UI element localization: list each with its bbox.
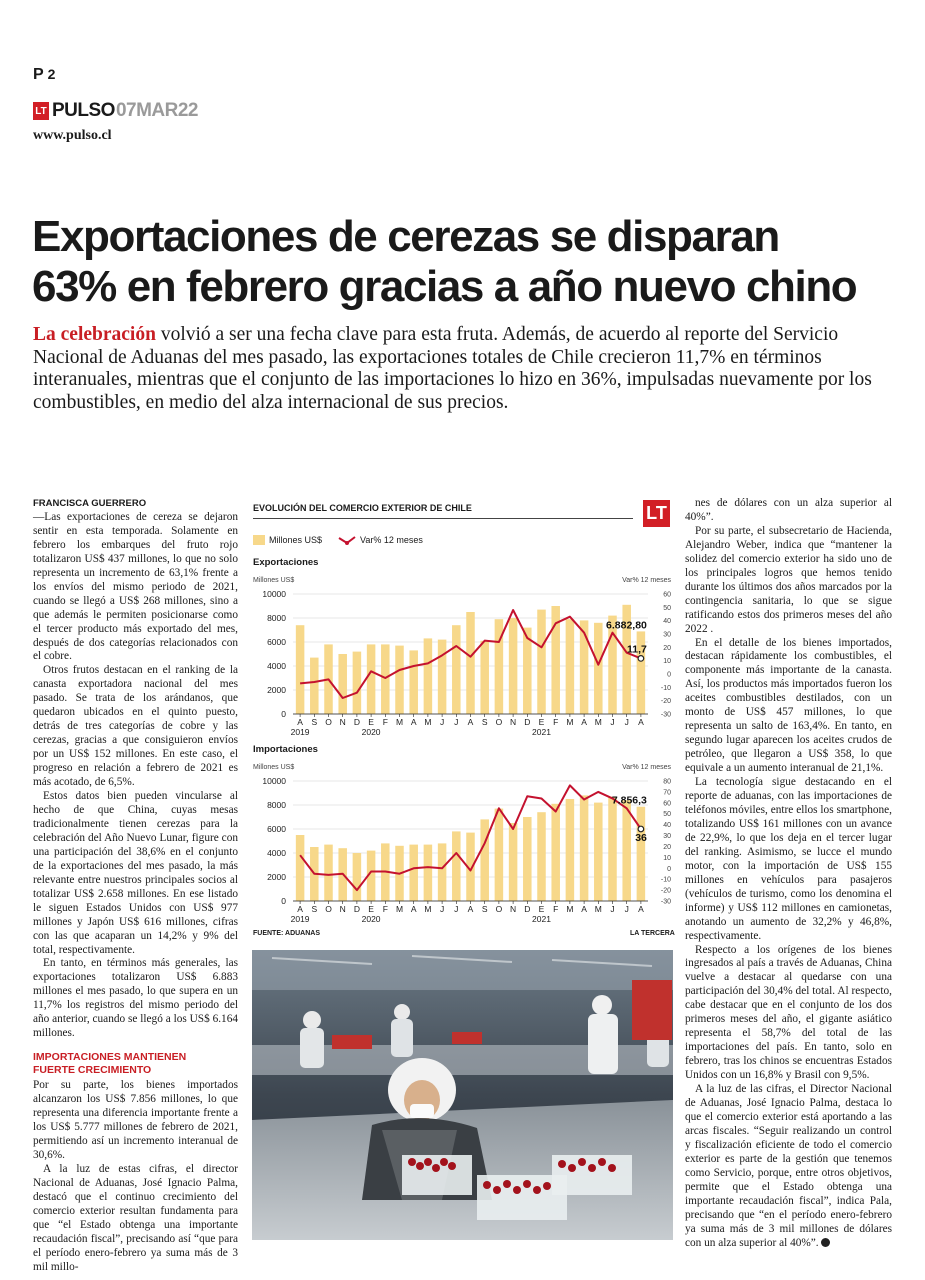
lt-logo: LT (33, 102, 49, 120)
year-label: 2019 (290, 727, 310, 737)
left-tick-label: 2000 (267, 872, 286, 882)
deck-lead: La celebración (33, 324, 156, 345)
page-number (33, 66, 55, 84)
right-tick-label: 60 (663, 800, 671, 808)
right-tick-label: 20 (663, 843, 671, 851)
paragraph: La tecnología sigue destacando en el reporte de aduanas, con las importaciones de teléfonos móviles, entre ellos los smartphone, totalizando US$ 161 millones con un avance de 22,9%, lo que los deja en el tercer lugar del ranking. Asimismo, se lucce el mundo motor, con la importación de US$ 155 millones en vehículos para pasajeros (vehículos de turismo, como los denomina el informe) y US$ 112 millones en camionetas, anotando un aumento de 32,2% y 46,8%, respectivamente. (685, 776, 892, 942)
x-tick-label: A (297, 904, 303, 914)
x-tick-label: M (424, 904, 432, 914)
headline-line-1: Exportaciones de cerezas se disparan (32, 212, 779, 261)
right-axis-title: Var% 12 meses (622, 764, 671, 771)
page-number-prefix: P (33, 66, 44, 83)
chart-title-rule (253, 518, 633, 519)
bar (324, 845, 333, 901)
x-tick-label: J (610, 904, 615, 914)
x-tick-label: N (510, 904, 517, 914)
left-tick-label: 8000 (267, 613, 286, 623)
masthead (33, 99, 198, 123)
x-tick-label: F (553, 904, 559, 914)
right-tick-label: 40 (663, 822, 671, 830)
right-tick-label: 80 (663, 778, 671, 786)
bar (495, 809, 504, 901)
x-tick-label: F (553, 717, 559, 727)
right-tick-label: 40 (663, 618, 671, 626)
paragraph: En el detalle de los bienes importados, destacan rápidamente los combustibles, el componente más importante de la canasta. Así, los productos más importados fueron los aceites combustibles destilados, con un monto de US$ 457 millones, lo que representa un salto de 163,4%. En tanto, en segundo lugar aparecen los aceites crudos de petróleo, que llegaron a US$ 358, lo que equivale a un aumento interanual de 21,1%. (685, 636, 892, 775)
photo-ceiling (252, 950, 673, 990)
bar (608, 797, 617, 901)
bar (622, 800, 631, 901)
bar (480, 641, 489, 714)
bar (338, 654, 347, 714)
bar (296, 835, 305, 901)
bar (580, 795, 589, 901)
deck-text: volvió a ser una fecha clave para esta fruta. Además, de acuerdo al reporte del Servicio Nacional de Aduanas del mes pasado, las exportaciones totales de Chile crecieron 11,7% en términos interanuales, mientras que el conjunto de las importaciones lo hizo en 36%, impulsadas nuevamente por los combustibles, en medio del alza internacional de sus precios. (33, 324, 872, 413)
right-tick-label: 30 (663, 631, 671, 639)
right-tick-label: -10 (660, 876, 671, 884)
left-axis-title: Millones US$ (253, 764, 295, 771)
left-tick-label: 0 (281, 709, 286, 719)
bar (353, 652, 362, 714)
last-bar-label: 6.882,80 (606, 619, 647, 632)
paragraph: nes de dólares con un alza superior al 40%”. (685, 497, 892, 523)
x-tick-label: J (439, 717, 445, 727)
bar (566, 799, 575, 901)
x-tick-label: O (325, 904, 332, 914)
x-tick-label: O (495, 717, 503, 727)
x-tick-label: M (395, 717, 404, 727)
exports-chart (253, 572, 673, 740)
x-tick-label: J (454, 904, 459, 914)
left-tick-label: 10000 (262, 589, 286, 599)
year-label: 2021 (532, 727, 551, 737)
article-column-3 (685, 497, 892, 1250)
chart-title: EVOLUCIÓN DEL COMERCIO EXTERIOR DE CHILE (253, 503, 472, 513)
x-tick-label: E (538, 904, 545, 914)
bar (551, 804, 560, 901)
x-tick-label: A (410, 904, 417, 914)
x-tick-label: J (624, 717, 629, 727)
x-tick-label: M (594, 904, 602, 914)
masthead-name: PULSO (52, 100, 115, 121)
year-label: 2019 (290, 914, 310, 924)
x-tick-label: J (454, 717, 459, 727)
year-label: 2021 (532, 914, 551, 924)
left-tick-label: 2000 (267, 685, 286, 695)
right-tick-label: -30 (660, 711, 671, 719)
left-tick-label: 6000 (267, 637, 286, 647)
bar (466, 612, 475, 714)
x-tick-label: A (638, 717, 644, 727)
page-number-value: 2 (47, 66, 56, 82)
paragraph: Por su parte, los bienes importados alcanzaron los US$ 7.856 millones, lo que representa una diferencia importante frente a los US$ 5.777 millones de febrero de 2021, permitiendo así un incremento interanual de 30,6%. (33, 1079, 238, 1161)
left-axis-title: Millones US$ (253, 577, 295, 584)
right-tick-label: 10 (663, 854, 671, 862)
x-tick-label: D (353, 904, 360, 914)
x-tick-label: F (382, 717, 388, 727)
right-tick-label: 0 (667, 865, 671, 873)
right-tick-label: 50 (663, 604, 671, 612)
right-tick-label: 60 (663, 591, 671, 599)
x-tick-label: A (297, 717, 303, 727)
last-point-marker (638, 656, 644, 662)
x-tick-label: A (581, 904, 587, 914)
last-bar-label: 7.856,3 (611, 794, 647, 807)
left-tick-label: 10000 (262, 776, 286, 786)
x-tick-label: M (395, 904, 404, 914)
paragraph: Por su parte, el subsecretario de Hacienda, Alejandro Weber, indica que “mantener la solidez del comercio exterior ha sido uno de los principales logros que hemos tenido durante los últimos dos años marcados por la contingencia sanitaria, lo que se sigue ratificando estos dos primeros meses del año 2022 . (685, 524, 892, 635)
paragraph: Respecto a los orígenes de los bienes ingresados al país a través de Aduanas, China vuelve a destacar al quedarse con una participación del 30,4% del total. Al respecto, cabe destacar que en el conjunto de los dos primeros meses del año, el gigante asiático representa el 58,7% del total de las importaciones del país. En tanto, solo en febrero, tras los chinos se encuentras Estados Unidos con un 16,8% y Brasil con 9,5%. (685, 943, 892, 1082)
paragraph: En tanto, en términos más generales, las exportaciones totalizaron US$ 6.883 millones el mes pasado, lo que supera en un 11,7% los registros del mismo periodo del año anterior, cuando se llegó a los US$ 6.164 millones. (33, 957, 238, 1040)
x-tick-label: S (311, 904, 318, 914)
bar (367, 644, 376, 714)
deck (33, 324, 893, 414)
x-tick-label: A (467, 717, 474, 727)
legend-bar-swatch (253, 535, 265, 545)
x-tick-label: D (524, 904, 531, 914)
article-photo (252, 950, 673, 1240)
bar (594, 623, 603, 714)
paragraph: —Las exportaciones de cereza se dejaron sentir en esta temporada. Solamente en febrero los embarques del fruto rojo totalizaron US$ 437 millones, lo que no solo representa un incremento de 63,1% frente a los envíos del mismo periodo de 2021, cuando se llegó a US$ 268 millones, sino a que además le permiten posicionarse como el tercer producto más exportado del mes, después de dos categorías relacionados con el cobre. (33, 510, 238, 663)
bar (480, 819, 489, 901)
x-tick-label: O (495, 904, 503, 914)
x-tick-label: J (624, 904, 629, 914)
x-tick-label: N (339, 904, 346, 914)
subhead (33, 1051, 238, 1077)
right-tick-label: -20 (660, 698, 671, 706)
paragraph (685, 1083, 892, 1250)
byline: FRANCISCA GUERRERO (33, 498, 147, 509)
masthead-date: 07MAR22 (115, 100, 198, 121)
bar (438, 640, 447, 714)
website-url[interactable]: www.pulso.cl (33, 128, 112, 143)
left-tick-label: 4000 (267, 661, 286, 671)
bar (395, 646, 404, 714)
bar (452, 625, 461, 714)
left-tick-label: 6000 (267, 824, 286, 834)
bar (353, 853, 362, 901)
last-point-marker (638, 826, 644, 832)
right-tick-label: 70 (663, 789, 671, 797)
legend-line-label: Var% 12 meses (360, 535, 423, 545)
right-tick-label: 20 (663, 644, 671, 652)
x-tick-label: A (638, 904, 644, 914)
article-column-1 (33, 497, 238, 1275)
x-tick-label: S (311, 717, 318, 727)
x-tick-label: A (410, 717, 417, 727)
right-tick-label: -20 (660, 887, 671, 895)
right-tick-label: -30 (660, 898, 671, 906)
x-tick-label: E (538, 717, 545, 727)
bar (409, 845, 418, 901)
bar (594, 803, 603, 901)
year-label: 2020 (361, 727, 381, 737)
left-tick-label: 0 (281, 896, 286, 906)
year-label: 2020 (361, 914, 381, 924)
bar (637, 807, 646, 901)
bar (523, 817, 532, 901)
bar (509, 618, 518, 714)
bar (409, 650, 418, 714)
paragraph: Otros frutos destacan en el ranking de la canasta exportadora nacional del mes pasado. Se trata de los arándanos, que quedaron ubicados en el quinto puesto, detrás de tres categorías de cobre y las cerezas, gracias a que consiguieron envíos por un US$ 152 millones. En este caso, el progreso en relación a febrero de 2021 es más acotado, de 6,5%. (33, 664, 238, 789)
x-tick-label: D (353, 717, 360, 727)
right-tick-label: -10 (660, 684, 671, 692)
x-tick-label: A (581, 717, 587, 727)
x-tick-label: S (481, 717, 488, 727)
x-tick-label: O (325, 717, 332, 727)
end-mark-icon: P (821, 1238, 830, 1247)
bar (537, 610, 546, 714)
bar (296, 625, 305, 714)
bar (438, 843, 447, 901)
x-tick-label: N (339, 717, 346, 727)
x-tick-label: M (566, 904, 574, 914)
right-tick-label: 0 (667, 671, 671, 679)
chart-legend (253, 535, 423, 545)
chart-lt-logo: LT (643, 500, 670, 527)
bar (424, 845, 433, 901)
imports-chart (253, 759, 673, 927)
bar (566, 619, 575, 714)
paragraph: A la luz de estas cifras, el director Nacional de Aduanas, José Ignacio Palma, destacó que el continuo crecimiento del comercio exterior resultan fundamenta para que “el Estado obtenga una importante recaudación fiscal”, precisando así “que para el período enero-febrero ya suma más de 3 mil millo- (33, 1162, 238, 1273)
x-tick-label: E (368, 717, 374, 727)
right-axis-title: Var% 12 meses (622, 577, 671, 584)
last-line-label: 11,7 (627, 643, 647, 656)
x-tick-label: J (610, 717, 615, 727)
last-line-label: 36 (635, 832, 647, 844)
x-tick-label: M (594, 717, 602, 727)
left-tick-label: 4000 (267, 848, 286, 858)
subhead-line-2: FUERTE CRECIMIENTO (33, 1064, 152, 1077)
imports-chart-label: Importaciones (253, 744, 318, 755)
x-tick-label: J (439, 904, 445, 914)
bar (381, 644, 390, 714)
left-tick-label: 8000 (267, 800, 286, 810)
paragraph: Estos datos bien pueden vincularse al hecho de que China, cuyas mesas tradicionalmente tienen cerezas para la celebración del Año Nuevo Lunar, figure con una participación del 38,6% en el conjunto de la exportaciones del mes pasado, la más relevante entre nuestros principales socios al totalizar US$ 2.658 millones. En ese listado le siguen Estados Unidos con US$ 977 millones y Japón US$ 616 millones, cifras con las que acaparan un 14,2% y 9% del total, respectivamente. (33, 790, 238, 956)
legend-line-swatch (338, 535, 356, 545)
headline-line-2: 63% en febrero gracias a año nuevo chino (32, 262, 857, 311)
x-tick-label: A (467, 904, 474, 914)
headline (32, 212, 902, 312)
x-tick-label: M (566, 717, 574, 727)
x-tick-label: M (424, 717, 432, 727)
right-tick-label: 30 (663, 833, 671, 841)
chart-source: FUENTE: ADUANAS (253, 930, 321, 937)
subhead-line-1: IMPORTACIONES MANTIENEN (33, 1051, 187, 1064)
bar (310, 658, 319, 714)
bar (509, 823, 518, 901)
exports-chart-label: Exportaciones (253, 557, 319, 568)
legend-bar-label: Millones US$ (269, 535, 323, 545)
right-tick-label: 50 (663, 811, 671, 819)
x-tick-label: N (510, 717, 517, 727)
bar (537, 812, 546, 901)
paragraph-text: A la luz de las cifras, el Director Nacional de Aduanas, José Ignacio Palma, destaca lo que el comercio exterior está aportando a las arcas fiscales. “Seguir realizando un control y fiscalización eficiente de todo el comercio exterior es parte de la gestión que tenemos como Servicio, porque, entre otros objetivos, permite que el Estado obtenga una importante recaudación fiscal”, indica Pala, precisando que “en el período enero-febrero ya suma más de 3 mil millones de dólares con un alza superior al 40%”. (685, 1083, 892, 1249)
x-tick-label: E (368, 904, 374, 914)
x-tick-label: F (382, 904, 388, 914)
chart-credit: LA TERCERA (630, 930, 675, 937)
x-tick-label: D (524, 717, 531, 727)
right-tick-label: 10 (663, 658, 671, 666)
bar (424, 638, 433, 714)
x-tick-label: S (481, 904, 488, 914)
bar (452, 831, 461, 901)
